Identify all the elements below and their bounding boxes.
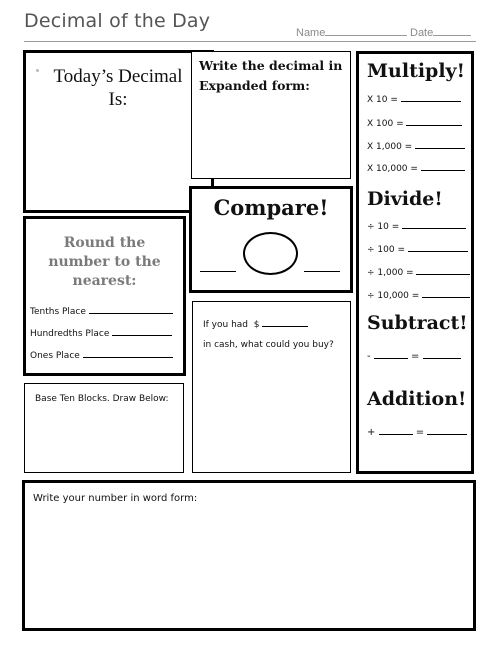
multiply-label: X 100 = bbox=[367, 119, 404, 129]
date-field[interactable] bbox=[410, 26, 471, 39]
equals-sign: = bbox=[415, 427, 425, 438]
divide-label: ÷ 1,000 = bbox=[367, 268, 414, 278]
base-ten-label: Base Ten Blocks. Draw Below: bbox=[35, 394, 169, 404]
expanded-form-box[interactable] bbox=[191, 51, 351, 179]
todays-decimal-heading: Today’s Decimal Is: bbox=[53, 66, 183, 110]
comparison-oval[interactable] bbox=[243, 232, 298, 275]
word-form-box[interactable] bbox=[22, 480, 476, 631]
bullet-dot bbox=[36, 69, 39, 72]
round-label: Ones Place bbox=[30, 351, 80, 361]
todays-decimal-box[interactable] bbox=[23, 50, 214, 213]
name-line bbox=[325, 26, 407, 36]
divide-label: ÷ 10 = bbox=[367, 222, 400, 232]
compare-right-blank[interactable] bbox=[304, 271, 340, 272]
base-ten-box[interactable] bbox=[24, 383, 184, 473]
subtract-row[interactable] bbox=[367, 350, 461, 362]
name-field[interactable] bbox=[296, 26, 407, 39]
name-label: Name bbox=[296, 27, 326, 39]
word-form-label: Write your number in word form: bbox=[33, 493, 198, 504]
multiply-row[interactable] bbox=[367, 162, 465, 174]
dollar-sign: $ bbox=[253, 320, 260, 330]
equals-sign: = bbox=[410, 351, 420, 362]
header-divider bbox=[24, 41, 476, 42]
divide-row[interactable] bbox=[367, 266, 470, 278]
multiply-row[interactable] bbox=[367, 117, 462, 129]
round-row[interactable] bbox=[30, 349, 173, 361]
divide-heading: Divide! bbox=[367, 188, 443, 210]
divide-row[interactable] bbox=[367, 289, 470, 301]
cash-line-1 bbox=[203, 318, 308, 330]
expanded-form-heading: Write the decimal in Expanded form: bbox=[199, 58, 343, 93]
multiply-label: X 10,000 = bbox=[367, 164, 418, 174]
multiply-row[interactable] bbox=[367, 140, 465, 152]
compare-box[interactable] bbox=[189, 186, 353, 293]
addition-row[interactable] bbox=[367, 426, 467, 438]
round-box[interactable] bbox=[23, 216, 186, 376]
round-row[interactable] bbox=[30, 327, 172, 339]
subtract-heading: Subtract! bbox=[367, 312, 468, 334]
minus-sign: - bbox=[367, 351, 371, 362]
operations-column bbox=[356, 51, 474, 474]
divide-label: ÷ 10,000 = bbox=[367, 291, 420, 301]
round-label: Tenths Place bbox=[30, 307, 86, 317]
round-label: Hundredths Place bbox=[30, 329, 110, 339]
compare-left-blank[interactable] bbox=[200, 271, 236, 272]
multiply-heading: Multiply! bbox=[367, 60, 465, 82]
multiply-label: X 10 = bbox=[367, 95, 398, 105]
round-row[interactable] bbox=[30, 305, 173, 317]
cash-amount-blank[interactable] bbox=[262, 318, 308, 327]
page-title: Decimal of the Day bbox=[24, 10, 211, 32]
plus-sign: + bbox=[367, 427, 376, 438]
divide-row[interactable] bbox=[367, 220, 466, 232]
cash-box[interactable] bbox=[192, 301, 351, 473]
compare-heading: Compare! bbox=[213, 195, 329, 220]
divide-label: ÷ 100 = bbox=[367, 245, 405, 255]
round-heading: Round the number to the nearest: bbox=[48, 235, 161, 289]
cash-text-if-you-had: If you had bbox=[203, 320, 249, 330]
multiply-label: X 1,000 = bbox=[367, 142, 413, 152]
addition-heading: Addition! bbox=[367, 388, 467, 410]
multiply-row[interactable] bbox=[367, 93, 461, 105]
date-label: Date bbox=[410, 27, 434, 39]
cash-line-2: in cash, what could you buy? bbox=[203, 340, 334, 350]
date-line bbox=[433, 26, 471, 36]
divide-row[interactable] bbox=[367, 243, 468, 255]
